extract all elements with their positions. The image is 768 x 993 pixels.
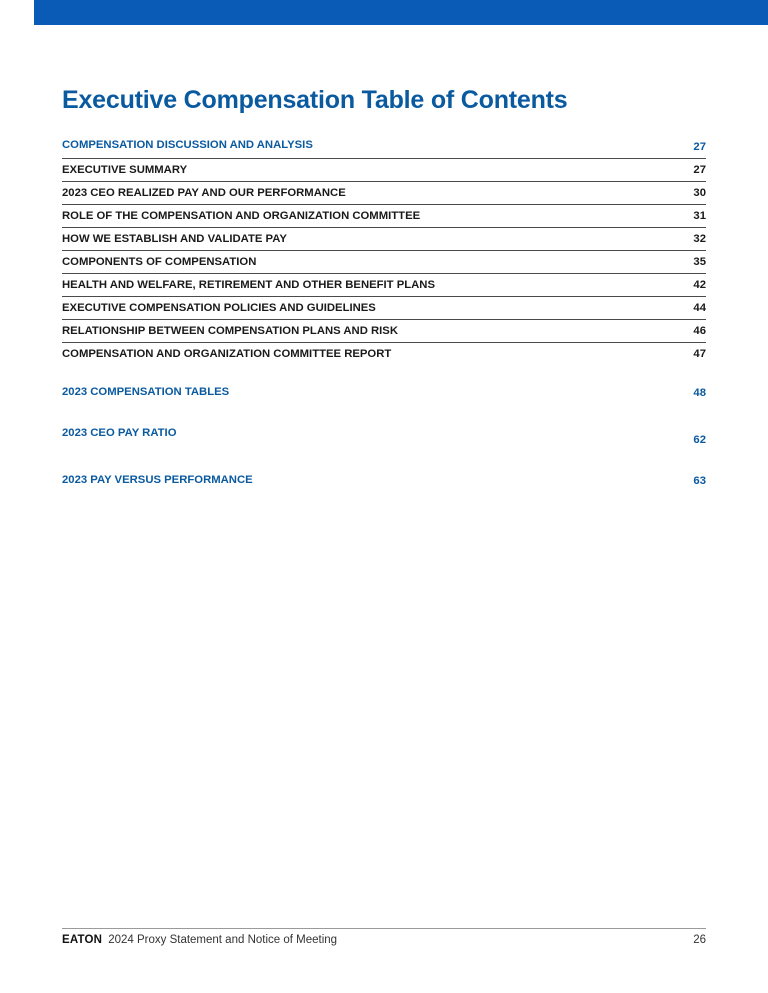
toc-item-page: 46 <box>693 325 706 337</box>
footer-divider <box>62 928 706 929</box>
toc-item-page: 31 <box>693 210 706 222</box>
toc-item-page: 27 <box>693 164 706 176</box>
toc-divider <box>62 296 706 297</box>
page-footer <box>62 934 706 950</box>
toc-section-label: 2023 COMPENSATION TABLES <box>62 386 230 398</box>
toc-item-page: 44 <box>693 302 706 314</box>
toc-section-label: 2023 PAY VERSUS PERFORMANCE <box>62 474 253 486</box>
toc-section-page: 27 <box>693 141 706 153</box>
toc-divider <box>62 273 706 274</box>
footer-doc-title: 2024 Proxy Statement and Notice of Meeting <box>108 934 338 946</box>
toc-item-page: 47 <box>693 348 706 360</box>
toc-item-page: 30 <box>693 187 706 199</box>
toc-item-page: 32 <box>693 233 706 245</box>
toc-divider <box>62 181 706 182</box>
toc-divider <box>62 227 706 228</box>
toc-item-label: EXECUTIVE COMPENSATION POLICIES AND GUIDELINES <box>62 302 376 314</box>
toc-item-label: RELATIONSHIP BETWEEN COMPENSATION PLANS AND RISK <box>62 325 398 337</box>
toc-item-page: 35 <box>693 256 706 268</box>
footer-page-number: 26 <box>693 934 706 946</box>
page-title: Executive Compensation Table of Contents <box>62 86 568 114</box>
toc-section-label: 2023 CEO PAY RATIO <box>62 427 177 439</box>
toc-divider <box>62 250 706 251</box>
toc-item-page: 42 <box>693 279 706 291</box>
toc-divider <box>62 158 706 159</box>
top-color-bar <box>34 0 768 25</box>
toc-divider <box>62 319 706 320</box>
toc-divider <box>62 204 706 205</box>
toc-section-page: 62 <box>693 434 706 446</box>
toc-section-page: 48 <box>693 387 706 399</box>
footer-brand: EATON <box>62 934 103 946</box>
toc-item-label: HEALTH AND WELFARE, RETIREMENT AND OTHER BENEFIT PLANS <box>62 279 436 291</box>
toc-section-label: COMPENSATION DISCUSSION AND ANALYSIS <box>62 139 313 151</box>
toc-item-label: HOW WE ESTABLISH AND VALIDATE PAY <box>62 233 287 245</box>
toc-item-label: ROLE OF THE COMPENSATION AND ORGANIZATION COMMITTEE <box>62 210 421 222</box>
toc-section-page: 63 <box>693 475 706 487</box>
toc-divider <box>62 342 706 343</box>
toc-item-label: COMPONENTS OF COMPENSATION <box>62 256 257 268</box>
toc-item-label: EXECUTIVE SUMMARY <box>62 164 188 176</box>
toc-item-label: COMPENSATION AND ORGANIZATION COMMITTEE REPORT <box>62 348 392 360</box>
toc-item-label: 2023 CEO REALIZED PAY AND OUR PERFORMANCE <box>62 187 346 199</box>
